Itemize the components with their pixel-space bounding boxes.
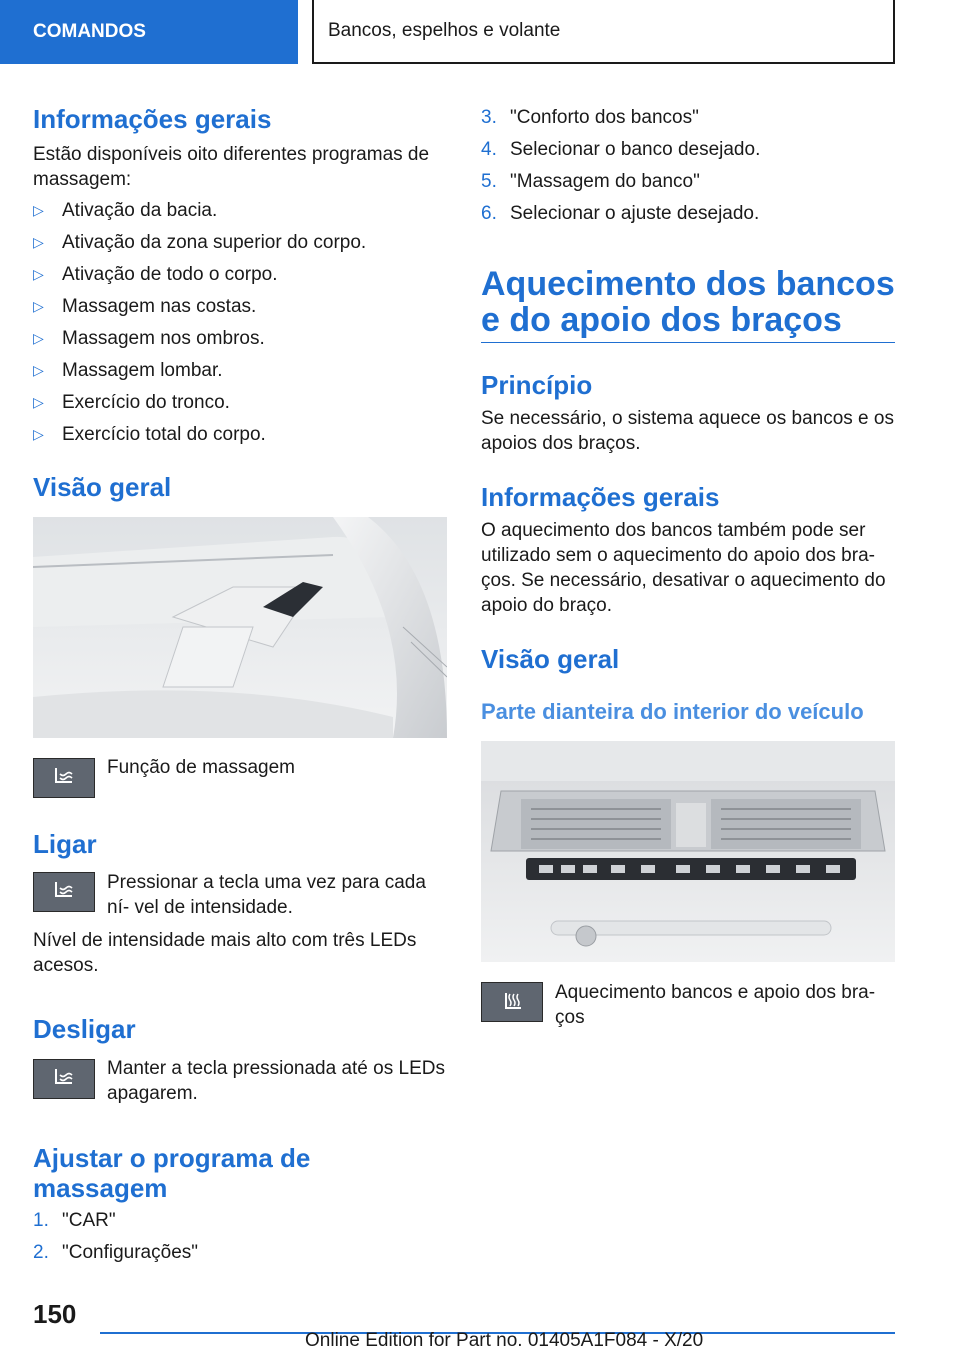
on-heading: Ligar xyxy=(33,829,97,859)
footer-edition: Online Edition for Part no. 01405A1F084 - X/20 xyxy=(305,1330,704,1351)
triangle-bullet-icon: ▷ xyxy=(33,362,44,378)
section-tab xyxy=(0,0,298,64)
info-text-right: O aquecimento dos bancos também pode ser utilizado sem o aquecimento do apoio dos bra- ços. Se necessário, desativar o aquecimento do apoio do braço. xyxy=(481,520,886,616)
triangle-bullet-icon: ▷ xyxy=(33,202,44,218)
triangle-bullet-icon: ▷ xyxy=(33,266,44,282)
overview-heading-right: Visão geral xyxy=(481,644,620,674)
heading-rule xyxy=(481,342,895,343)
on-note: Nível de intensidade mais alto com três LEDs acesos. xyxy=(33,930,417,976)
chapter-label: Bancos, espelhos e volante xyxy=(328,20,561,41)
info-heading-right: Informações gerais xyxy=(481,482,720,512)
chapter-header xyxy=(312,0,895,64)
off-text: Manter a tecla pressionada até os LEDs apagarem. xyxy=(107,1058,445,1104)
front-interior-heading: Parte dianteira do interior do veículo xyxy=(481,699,864,724)
massage-button-icon xyxy=(33,872,95,912)
triangle-bullet-icon: ▷ xyxy=(33,298,44,314)
door-panel-illustration xyxy=(33,517,447,738)
off-heading: Desligar xyxy=(33,1014,136,1044)
overview-heading: Visão geral xyxy=(33,472,172,502)
triangle-bullet-icon: ▷ xyxy=(33,394,44,410)
principle-text: Se necessário, o sistema aquece os bancos e os apoios dos braços. xyxy=(481,408,894,454)
info-text: Estão disponíveis oito diferentes programas de massagem: xyxy=(33,144,430,190)
section-label: COMANDOS xyxy=(33,21,146,42)
triangle-bullet-icon: ▷ xyxy=(33,426,44,442)
heat-caption: Aquecimento bancos e apoio dos bra- ços xyxy=(555,982,876,1028)
dashboard-photo xyxy=(481,741,895,962)
triangle-bullet-icon: ▷ xyxy=(33,234,44,250)
info-heading: Informações gerais xyxy=(33,104,272,134)
on-text: Pressionar a tecla uma vez para cada ní- vel de intensidade. xyxy=(107,872,426,918)
heating-heading: Aquecimento dos bancos e do apoio dos braços xyxy=(481,265,895,339)
page-number: 150 xyxy=(33,1299,77,1329)
massage-button-icon xyxy=(33,1059,95,1099)
massage-caption: Função de massagem xyxy=(107,757,295,778)
dashboard-illustration xyxy=(481,741,895,962)
principle-heading: Princípio xyxy=(481,370,593,400)
triangle-bullet-icon: ▷ xyxy=(33,330,44,346)
door-panel-photo xyxy=(33,517,447,738)
seat-heating-icon xyxy=(481,982,543,1022)
massage-button-icon xyxy=(33,758,95,798)
adjust-heading: Ajustar o programa de massagem xyxy=(33,1143,311,1203)
